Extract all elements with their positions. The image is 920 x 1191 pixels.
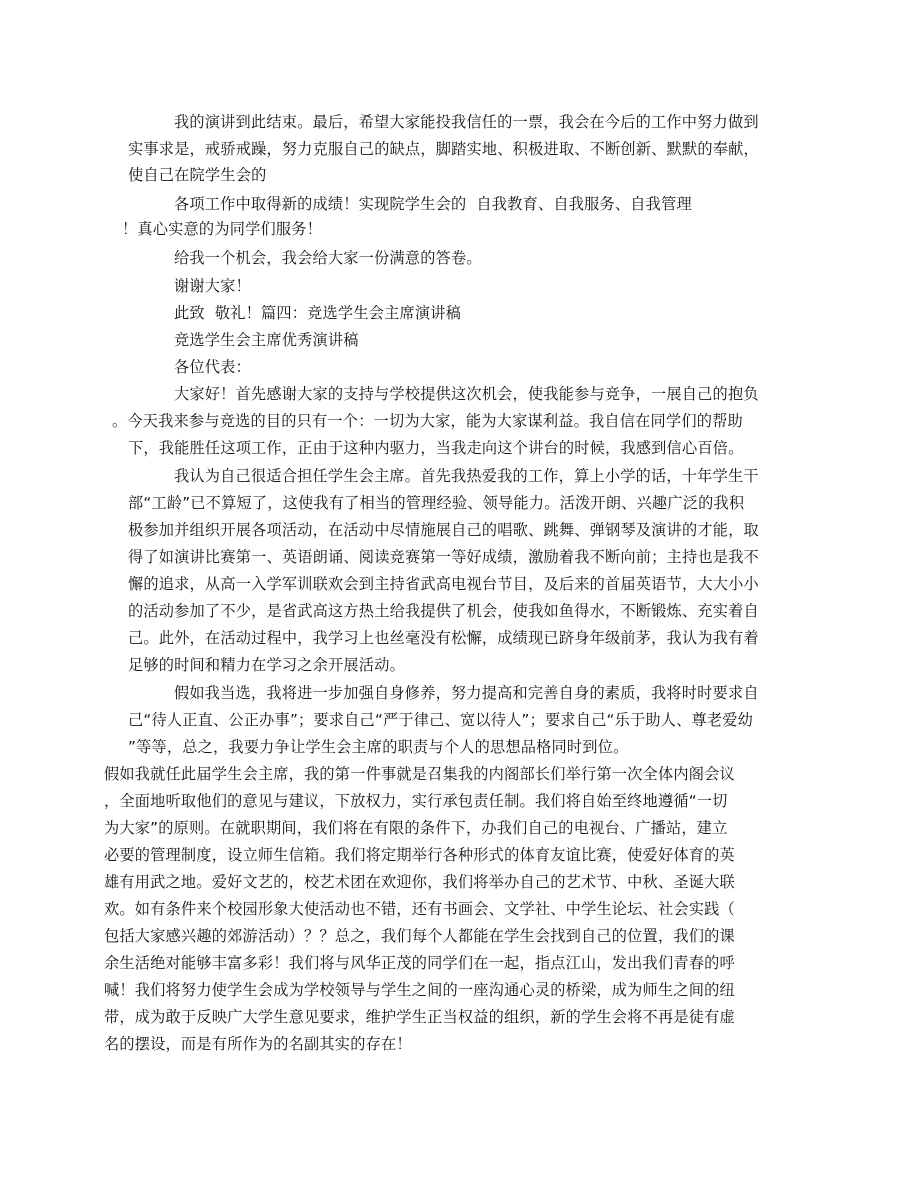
text-line: 己“待人正直、公正办事”；要求自己“严于律己、宽以待人”；要求自己“乐于助人、尊老爱幼 [128,711,754,729]
text-line: 包括大家感兴趣的郊游活动）？？总之，我们每个人都能在学生会找到自己的位置，我们的课 [104,927,735,945]
text-line: 使自己在院学生会的 [128,166,267,184]
text-line: ”等等，总之，我要力争让学生会主席的职责与个人的思想品格同时到位。 [128,738,629,756]
text-line: 各位代表： [174,358,251,376]
text-line: 大家好！首先感谢大家的支持与学校提供这次机会，使我能参与竞争，一展自己的抱负 [174,385,759,403]
text-line: 余生活绝对能够丰富多彩！我们将与风华正茂的同学们在一起，指点江山，发出我们青春的呼 [104,954,735,972]
text-line: 的活动参加了不少，是省武高这方热土给我提供了机会，使我如鱼得水，不断锻炼、充实着自 [128,602,759,620]
text-line: 竞选学生会主席优秀演讲稿 [174,331,359,349]
text-line: 谢谢大家！ [174,277,251,295]
text-line: 得了如演讲比赛第一、英语朗诵、阅读竞赛第一等好成绩，激励着我不断向前；主持也是我不 [128,548,759,566]
text-line: ！真心实意的为同学们服务！ [122,220,323,238]
text-line: 懈的追求，从高一入学军训联欢会到主持省武高电视台节目，及后来的首届英语节，大大小小 [128,575,759,593]
text-line: 下，我能胜任这项工作，正由于这种内驱力，当我走向这个讲台的时候，我感到信心百倍。 [128,439,744,457]
text-line: 名的摆设，而是有所作为的名副其实的存在！ [104,1035,412,1053]
text-line: 欢。如有条件来个校园形象大使活动也不错，还有书画会、文学社、中学生论坛、社会实践（ [104,900,735,918]
text-line: ，全面地听取他们的意见与建议，下放权力，实行承包责任制。我们将自始至终地遵循“一切 [104,792,728,810]
text-line: 部“工龄”已不算短了，这使我有了相当的管理经验、领导能力。活泼开朗、兴趣广泛的我积 [128,494,745,512]
text-line: 足够的时间和精力在学习之余开展活动。 [128,656,405,674]
text-line: 带，成为敢于反映广大学生意见要求，维护学生正当权益的组织，新的学生会将不再是徒有虚 [104,1008,735,1026]
text-line: 为大家”的原则。在就职期间，我们将在有限的条件下，办我们自己的电视台、广播站，建立 [104,819,728,837]
text-line: 假如我就任此届学生会主席，我的第一件事就是召集我的内阁部长们举行第一次全体内阁会议 [104,765,735,783]
text-line: 己。此外，在活动过程中，我学习上也丝毫没有松懈，成绩现已跻身年级前茅，我认为我有着 [128,629,759,647]
text-line: 假如我当选，我将进一步加强自身修养，努力提高和完善自身的素质，我将时时要求自 [174,684,759,702]
text-line: 各项工作中取得新的成绩！实现院学生会的 自我教育、自我服务、自我管理 [174,195,692,213]
text-line: 必要的管理制度，设立师生信箱。我们将定期举行各种形式的体育友谊比赛，使爱好体育的英 [104,846,735,864]
text-line: 此致 敬礼！篇四：竞选学生会主席演讲稿 [174,304,462,322]
text-line: 。今天我来参与竞选的目的只有一个：一切为大家，能为大家谋利益。我自信在同学们的帮助 [112,412,743,430]
text-line: 喊！我们将努力使学生会成为学校领导与学生之间的一座沟通心灵的桥梁，成为师生之间的纽 [104,981,735,999]
text-line: 给我一个机会，我会给大家一份满意的答卷。 [174,249,482,267]
text-line: 实事求是，戒骄戒躁，努力克服自己的缺点，脚踏实地、积极进取、不断创新、默默的奉献， [128,140,759,158]
text-line: 极参加并组织开展各项活动，在活动中尽情施展自己的唱歌、跳舞、弹钢琴及演讲的才能，取 [128,521,759,539]
text-line: 我认为自己很适合担任学生会主席。首先我热爱我的工作，算上小学的话，十年学生干 [174,467,759,485]
text-line: 雄有用武之地。爱好文艺的，校艺术团在欢迎你，我们将举办自己的艺术节、中秋、圣诞大联 [104,873,735,891]
text-line: 我的演讲到此结束。最后，希望大家能投我信任的一票，我会在今后的工作中努力做到 [174,113,759,131]
